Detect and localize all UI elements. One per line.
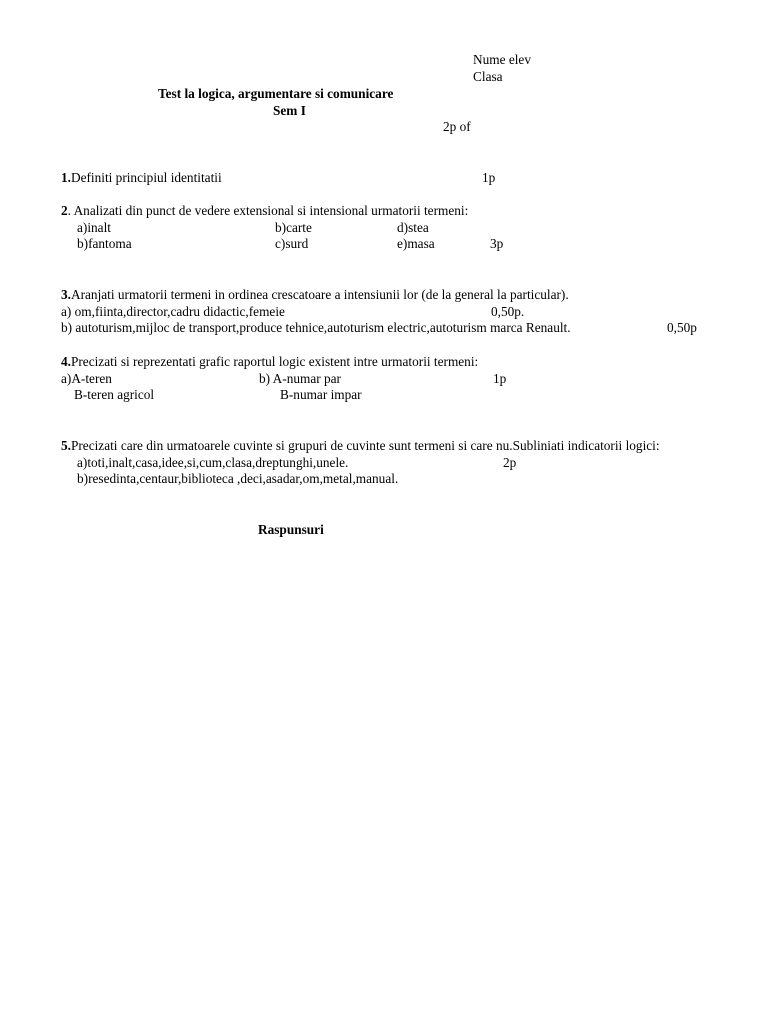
term-item: b)carte [275, 219, 312, 235]
term-pair-a: B-teren agricol [74, 387, 155, 402]
word-list-a: a)toti,inalt,casa,idee,si,cum,clasa,dreptunghi,unele. [77, 454, 349, 470]
question-text: Precizati care din urmatoarele cuvinte si grupuri de cuvinte sunt termeni si care nu.Subliniati indicatorii logici: [70, 438, 660, 453]
term-item: c)surd [275, 236, 309, 251]
student-name-label: Nume elev [473, 52, 531, 67]
answers-heading: Raspunsuri [258, 522, 324, 537]
term-pair-a: a)A-teren [61, 370, 112, 386]
question-number: 4. [61, 354, 71, 369]
question-number: 1. [61, 170, 71, 185]
question-number: 2 [61, 203, 68, 218]
question-2 [61, 203, 730, 253]
question-points: 2p [503, 454, 517, 470]
term-item: e)masa [397, 236, 435, 251]
question-points: 1p [482, 170, 496, 185]
question-points: 3p [490, 236, 504, 251]
question-text: Precizati si reprezentati grafic raportul logic existent intre urmatorii termeni: [70, 354, 479, 369]
word-list-b: b)resedinta,centaur,biblioteca ,deci,asadar,om,metal,manual. [77, 471, 399, 486]
class-label: Clasa [473, 69, 503, 84]
term-row [61, 236, 730, 253]
question-number: 5. [61, 438, 71, 453]
question-text: Definiti principiul identitatii [70, 170, 222, 185]
term-list-a: a) om,fiinta,director,cadru didactic,femeie [61, 303, 285, 319]
term-pair-b: b) A-numar par [259, 370, 341, 386]
office-points: 2p of [443, 119, 471, 134]
term-item: b)fantoma [77, 236, 132, 251]
document-title: Test la logica, argumentare si comunicare [158, 86, 394, 101]
question-3 [61, 287, 730, 337]
question-1 [61, 170, 730, 187]
term-row [61, 220, 730, 237]
semester-label: Sem I [273, 103, 306, 118]
question-points: 0,50p [667, 320, 697, 335]
question-points: 1p [493, 370, 507, 386]
term-item: a)inalt [77, 219, 111, 235]
term-pair-b: B-numar impar [280, 387, 362, 402]
question-text: Aranjati urmatorii termeni in ordinea crescatoare a intensiunii lor (de la general la particular). [70, 287, 569, 302]
question-4 [61, 354, 730, 404]
question-text: . Analizati din punct de vedere extensional si intensional urmatorii termeni: [67, 203, 469, 218]
term-list-b: b) autoturism,mijloc de transport,produce tehnice,autoturism electric,autoturism marca Renault. [61, 320, 571, 335]
question-points: 0,50p. [491, 303, 525, 319]
question-number: 3. [61, 287, 71, 302]
question-5 [61, 438, 730, 488]
term-item: d)stea [397, 219, 429, 235]
